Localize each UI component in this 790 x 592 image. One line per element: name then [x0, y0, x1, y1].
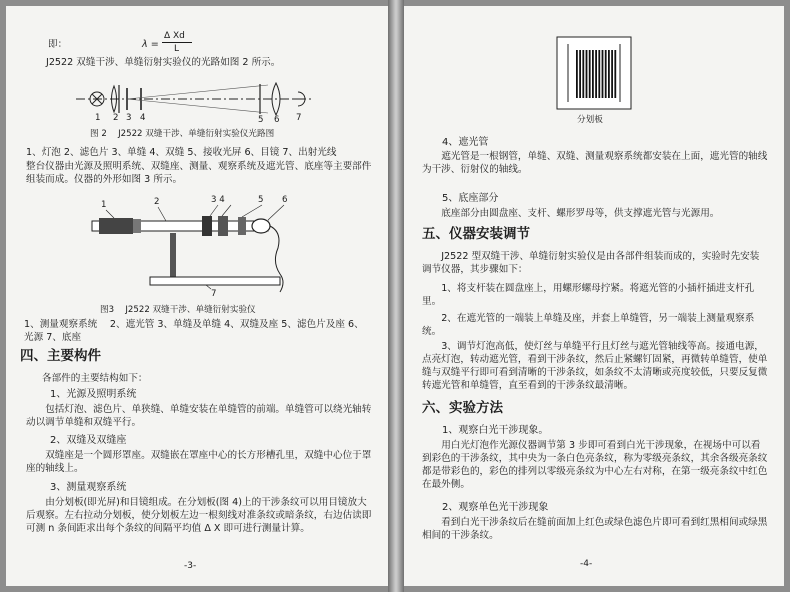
- fig3-caption: 图3 J2522 双缝干涉、单缝衍射实验仪: [100, 305, 256, 315]
- fig3-legend-line-2: 光源 7、底座: [24, 332, 82, 343]
- components-intro: 各部件的主要结构如下：: [42, 373, 148, 384]
- fringe-line: [582, 50, 584, 98]
- method-1-text: 用白光灯泡作光源仪器调节第 3 步即可看到白光干涉现象，在视场中可以看到彩色的干涉条纹，其中央为一条白色亮条纹，称为零级亮条纹，其余各级亮条纹都是带彩色的，彩色的排列以零级亮条纹为中心左右对称，在第一级亮条纹中红色在最外侧。: [422, 440, 768, 490]
- subsection-double-slit-title: 2、双缝及双缝座: [50, 435, 127, 446]
- fig3-label-2: 2: [154, 197, 160, 207]
- item-5-title: 5、底座部分: [442, 193, 499, 204]
- fringe-line: [614, 50, 616, 98]
- fig2-label-1: 1: [95, 113, 101, 123]
- page-4: [404, 6, 784, 586]
- installation-intro: J2522 型双缝干涉、单缝衍射实验仪是由各部件组装而成的，实验时先安装调节仪器，其步骤如下：: [422, 251, 760, 275]
- subsection-measurement-title: 3、测量观察系统: [50, 482, 127, 493]
- fringe-line: [586, 50, 588, 98]
- fig3-label-3-4: 3 4: [211, 195, 225, 205]
- section-heading-experiment-methods: 六、实验方法: [422, 400, 503, 416]
- formula-lead: 即：: [48, 39, 68, 50]
- fig2-label-7: 7: [296, 113, 302, 123]
- subsection-double-slit-text: 双缝座是一个圆形罩座。双缝嵌在罩座中心的长方形槽孔里，双缝中心位于罩座的轴线上。: [26, 450, 372, 474]
- subsection-light-source-title: 1、光源及照明系统: [50, 389, 137, 400]
- fig3-legend-line-1: 1、测量观察系统 2、遮光管 3、单缝及单缝 4、双缝及座 5、滤色片及座 6、: [24, 319, 364, 330]
- formula-numerator: Δ Xd: [164, 31, 185, 41]
- page-3: [6, 6, 388, 586]
- measurement-system-icon: [99, 218, 133, 234]
- fringe-line: [598, 50, 600, 98]
- page-number: -3-: [184, 561, 197, 571]
- formula-lambda: λ =: [142, 39, 159, 50]
- support-rod: [170, 233, 176, 277]
- section-heading-installation: 五、仪器安装调节: [422, 226, 530, 242]
- eyepiece-holder: [133, 219, 141, 233]
- section-heading-main-components: 四、主要构件: [20, 348, 101, 364]
- fig2-label-5: 5: [258, 115, 264, 125]
- installation-step-2: 2、在遮光管的一端装上单缝及座，并套上单缝管，另一端装上测量观察系统。: [422, 313, 755, 337]
- fringe-line: [608, 50, 610, 98]
- fringe-line: [605, 50, 607, 98]
- method-2-text: 看到白光干涉条纹后在缝前面加上红色或绿色滤色片即可看到红黑相间或绿黑相间的干涉条纹。: [422, 517, 768, 541]
- fig2-caption: 图 2 J2522 双缝干涉、单缝衍射实验仪光路图: [90, 129, 275, 139]
- formula-denominator: L: [174, 44, 180, 54]
- installation-step-1: 1、将支杆装在圆盘座上，用螺形螺母拧紧。将遮光管的小插杆插进支杆孔里。: [422, 283, 755, 307]
- fig3-label-1: 1: [101, 200, 107, 210]
- item-5-text: 底座部分由圆盘座、支杆、螺形罗母等，供支撑遮光管与光源用。: [441, 208, 720, 219]
- fig3-label-5: 5: [258, 195, 264, 205]
- lamp-housing-icon: [252, 219, 270, 233]
- fig4-caption: 分划板: [577, 115, 603, 125]
- method-1-title: 1、观察白光干涉现象。: [442, 425, 549, 436]
- system-paragraph: 整台仪器由光源及照明系统、双缝座、测量、观察系统及遮光管、底座等主要部件组装而成。仪器的外形如图 3 所示。: [26, 161, 372, 185]
- single-slit-holder: [202, 216, 212, 236]
- book-gutter: [388, 0, 404, 592]
- installation-step-3: 3、调节灯泡高低，使灯丝与单缝平行且灯丝与遮光管轴线等高。接通电源，点亮灯泡，转动遮光管，看到干涉条纹，然后止紧螺钉固紧，再微转单缝管，使单缝与双缝平行即可看到清晰的干涉条纹，如条纹不太清晰或亮度较低，只要反复微转遮光管和单缝管，直至看到的干涉条纹最清晰。: [422, 341, 768, 391]
- base-plate: [150, 277, 280, 285]
- fig2-label-2: 2: [113, 113, 119, 123]
- fringe-line: [579, 50, 581, 98]
- subsection-measurement-text: 由分划板(即光屏)和目镜组成。在分划板(图 4)上的干涉条纹可以用目镜放大后观察。左右拉动分划板，使分划板左边一根刻线对准条纹或暗条纹，右边估读即可测 n 条间距求出每个条纹的间隔平均值 Δ X 即可进行测量计算。: [26, 497, 372, 534]
- figure-3-apparatus: [6, 6, 388, 316]
- double-slit-holder: [218, 216, 228, 236]
- fringe-line: [592, 50, 594, 98]
- fig3-label-7: 7: [211, 289, 217, 299]
- page-number: -4-: [580, 559, 593, 569]
- fringe-line: [595, 50, 597, 98]
- item-4-title: 4、遮光管: [442, 137, 489, 148]
- subsection-light-source-text: 包括灯泡、滤色片、单狭缝、单缝安装在单缝管的前端。单缝管可以绕光轴转动以调节单缝和双缝平行。: [26, 404, 372, 428]
- filter-holder: [238, 217, 246, 235]
- fig2-label-3: 3: [126, 113, 132, 123]
- fig2-legend: 1、灯泡 2、滤色片 3、单缝 4、双缝 5、接收光屏 6、目镜 7、出射光线: [26, 147, 337, 158]
- fig2-label-4: 4: [140, 113, 146, 123]
- intro-paragraph: J2522 双缝干涉、单缝衍射实验仪的光路如图 2 所示。: [46, 57, 281, 68]
- item-4-text: 遮光管是一根钢管，单缝、双缝、测量观察系统都安装在上面，遮光管的轴线为干涉、衍射仪的轴线。: [422, 151, 768, 175]
- fig3-label-6: 6: [282, 195, 288, 205]
- fringe-line: [611, 50, 613, 98]
- fringe-line: [576, 50, 578, 98]
- method-2-title: 2、观察单色光干涉现象: [442, 502, 549, 513]
- fig2-label-6: 6: [274, 115, 280, 125]
- fringe-line: [589, 50, 591, 98]
- fringe-line: [602, 50, 604, 98]
